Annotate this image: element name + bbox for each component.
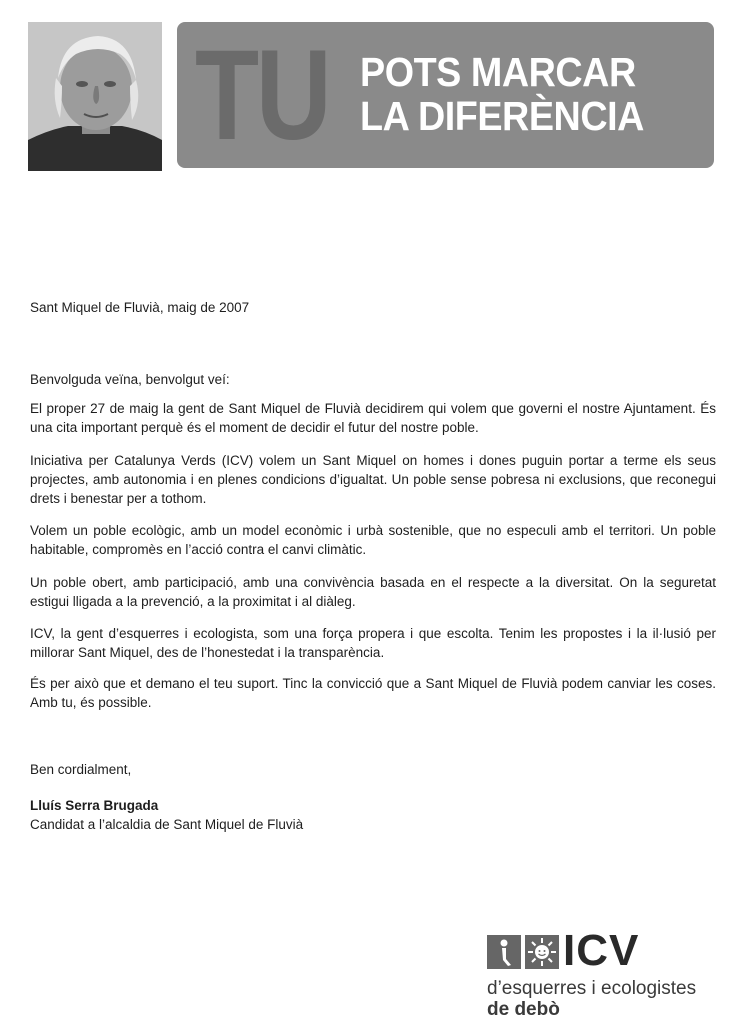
- place-date: Sant Miquel de Fluvià, maig de 2007: [30, 300, 250, 315]
- paragraph: Iniciativa per Catalunya Verds (ICV) volem un Sant Miquel on homes i dones puguin portar a terme els seus projectes, amb autonomia i en plenes condicions d’igualtat. Un poble sense pobresa ni exclusions, que reconegui drets i benestar per a tothom.: [30, 453, 716, 506]
- candidate-photo: [28, 22, 162, 171]
- icv-logo: [487, 926, 727, 1020]
- paragraph: Volem un poble ecològic, amb un model econòmic i urbà sostenible, que no especuli amb el territori. Un poble habitable, compromès en l’acció contra el canvi climàtic.: [30, 523, 716, 557]
- paragraph: ICV, la gent d’esquerres i ecologista, som una força propera i que escolta. Tenim les propostes i la il·lusió per millorar Sant Miquel, des de l’honestedat i la transparència.: [30, 626, 716, 660]
- paragraph: El proper 27 de maig la gent de Sant Miquel de Fluvià decidirem qui volem que governi el nostre Ajuntament. És una cita important perquè és el moment de decidir el futur del nostre poble.: [30, 401, 716, 435]
- portrait-image: [28, 22, 162, 171]
- sign-off: Ben cordialment,: [30, 762, 132, 777]
- banner-slogan: [360, 50, 669, 138]
- slogan-line-2: LA DIFERÈNCIA: [360, 93, 644, 139]
- person-icon: [487, 935, 521, 969]
- paragraph: Un poble obert, amb participació, amb una convivència basada en el respecte a la diversitat. On la seguretat estigui lligada a la prevenció, a la proximitat i al diàleg.: [30, 575, 716, 609]
- signer-role: Candidat a l’alcaldia de Sant Miquel de Fluvià: [30, 817, 304, 832]
- banner-big-word: TU: [195, 24, 329, 167]
- sun-icon: [525, 935, 559, 969]
- logo-wordmark: ICV: [563, 926, 640, 975]
- slogan-banner: [177, 22, 714, 168]
- greeting: Benvolguda veïna, benvolgut veí:: [30, 372, 230, 387]
- logo-tagline-1: d’esquerres i ecologistes: [487, 978, 697, 999]
- logo-tagline-2: de debò: [487, 999, 560, 1020]
- signer-name: Lluís Serra Brugada: [30, 798, 159, 813]
- slogan-line-1: POTS MARCAR: [360, 49, 636, 95]
- paragraph: És per això que et demano el teu suport. Tinc la convicció que a Sant Miquel de Fluvià podem canviar les coses. Amb tu, és possible.: [30, 676, 716, 710]
